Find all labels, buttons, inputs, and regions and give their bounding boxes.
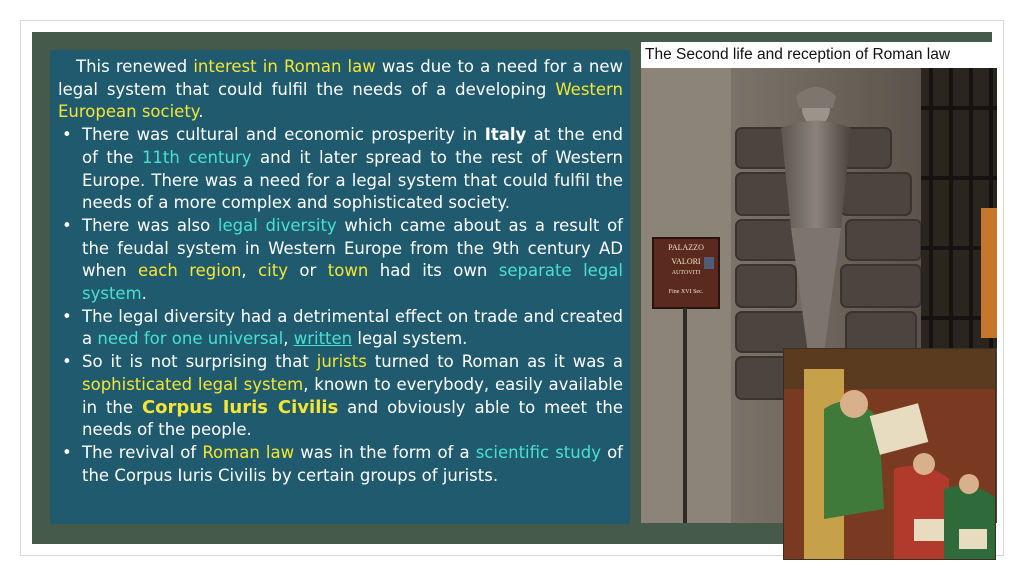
bullet-item-trade: • The legal diversity had a detrimental effect on trade and created a need for one universal, written legal system. xyxy=(62,306,623,349)
slide-body-text xyxy=(58,56,623,487)
highlight: 11th century xyxy=(141,147,252,167)
svg-text:AUTOVITI: AUTOVITI xyxy=(671,270,701,276)
highlight: town xyxy=(327,261,369,281)
highlight: Western European society xyxy=(58,79,623,122)
photo-caption: The Second life and reception of Roman law xyxy=(641,42,997,68)
highlight: need for one universal xyxy=(97,329,284,349)
emphasis-italy: Italy xyxy=(484,125,527,145)
bullet-item-revival: • The revival of Roman law was in the form of a scientific study of the Corpus Iuris Civilis by certain groups of jurists. xyxy=(62,442,623,485)
highlight: Roman law xyxy=(202,442,295,462)
highlight-underlined: written xyxy=(293,329,353,349)
bullet-icon: • xyxy=(62,125,72,145)
highlight: scientific study xyxy=(475,442,601,462)
bullet-list xyxy=(58,124,623,487)
medieval-manuscript-image xyxy=(783,348,996,560)
highlight: sophisticated legal system xyxy=(82,374,304,394)
highlight: interest in Roman law xyxy=(193,57,376,76)
highlight: each region xyxy=(138,261,242,281)
manuscript-illustration xyxy=(784,349,996,560)
highlight: separate legal system xyxy=(82,261,623,304)
highlight: jurists xyxy=(316,352,367,372)
svg-text:Fine XVI Sec.: Fine XVI Sec. xyxy=(668,289,704,295)
bullet-item-jurists: • So it is not surprising that jurists turned to Roman as it was a sophisticated legal system, known to everybody, easily available in the Corpus Iuris Civilis and obviously able to meet the needs of the people. xyxy=(62,352,623,440)
bullet-icon: • xyxy=(62,215,72,235)
bullet-icon: • xyxy=(62,352,72,372)
highlight-corpus: Corpus Iuris Civilis xyxy=(141,396,339,418)
bullet-icon: • xyxy=(62,442,72,462)
highlight: city xyxy=(258,261,288,281)
highlight: legal diversity xyxy=(217,215,337,235)
svg-text:VALORI: VALORI xyxy=(671,257,701,266)
bullet-icon: • xyxy=(62,306,72,326)
bullet-item-legal-diversity: • There was also legal diversity which came about as a result of the feudal system in Western Europe from the 9th century AD when each region, city or town had its own separate legal system. xyxy=(62,215,623,304)
bullet-item-prosperity: • There was cultural and economic prosperity in Italy at the end of the 11th century and it later spread to the rest of Western Europe. There was a need for a legal system that could fulfil the needs of a more complex and sophisticated society. xyxy=(62,125,624,213)
svg-text:PALAZZO: PALAZZO xyxy=(668,243,704,252)
intro-paragraph: This renewed interest in Roman law was due to a need for a new legal system that could fulfil the needs of a developing Western European society. xyxy=(58,57,623,122)
